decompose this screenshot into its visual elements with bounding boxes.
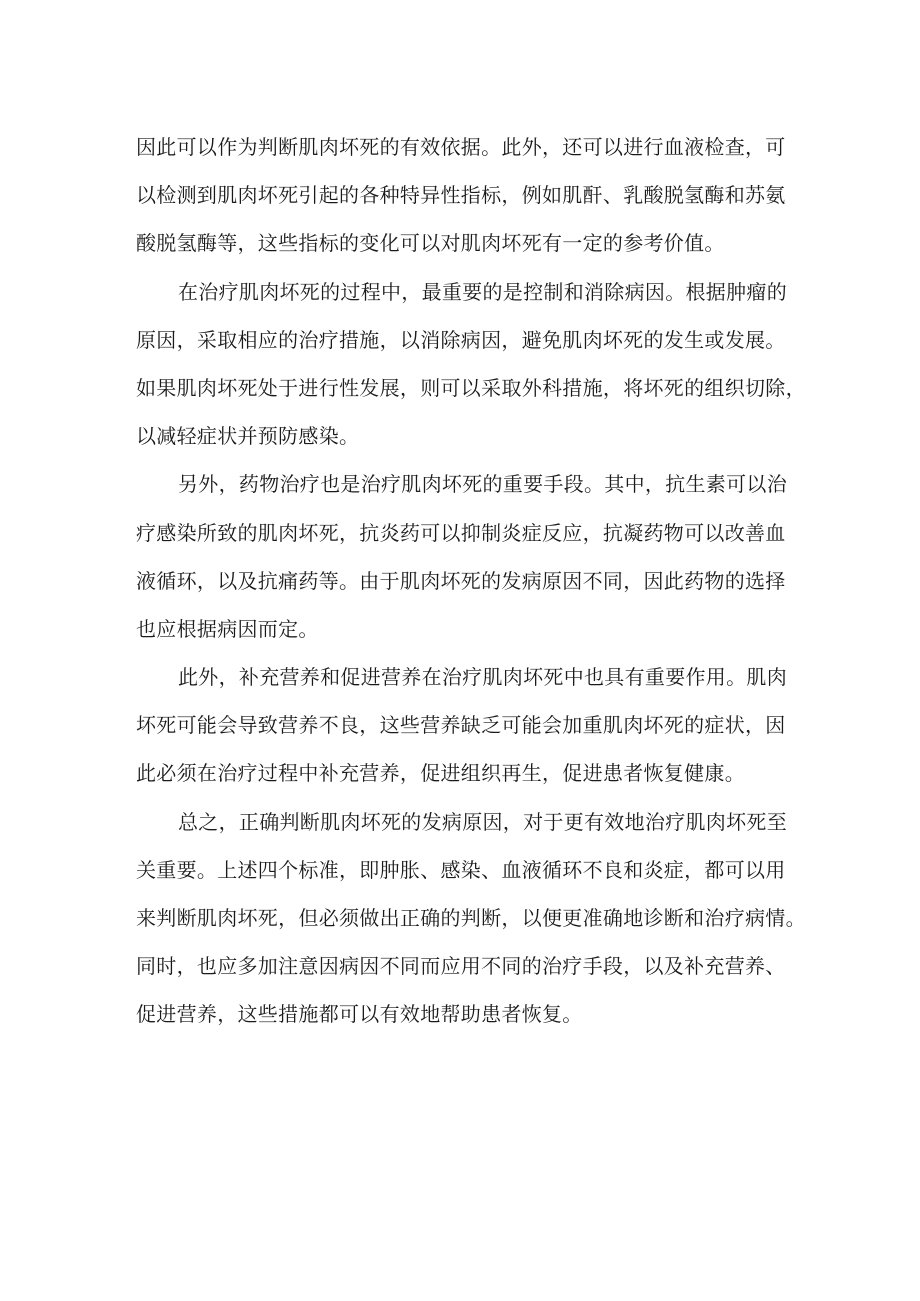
paragraph-diagnosis-continued <box>136 123 796 268</box>
text-line: 酸脱氢酶等，这些指标的变化可以对肌肉坏死有一定的参考价值。 <box>136 231 725 256</box>
document-body <box>136 123 806 1039</box>
text-line: 以减轻症状并预防感染。 <box>136 424 360 449</box>
paragraph-treatment-cause <box>136 268 806 461</box>
text-line: 关重要。上述四个标准，即肿胀、感染、血液循环不良和炎症，都可以用 <box>136 857 786 882</box>
paragraph-nutrition <box>136 653 796 798</box>
text-line: 以检测到肌肉坏死引起的各种特异性指标，例如肌酐、乳酸脱氢酶和苏氨 <box>136 183 786 208</box>
text-line: 此外，补充营养和促进营养在治疗肌肉坏死中也具有重要作用。肌肉 <box>178 665 787 690</box>
text-line: 原因，采取相应的治疗措施，以消除病因，避免肌肉坏死的发生或发展。 <box>136 327 786 352</box>
text-line: 坏死可能会导致营养不良，这些营养缺乏可能会加重肌肉坏死的症状，因 <box>136 713 786 738</box>
paragraph-conclusion <box>136 798 806 1039</box>
text-line: 总之，正确判断肌肉坏死的发病原因，对于更有效地治疗肌肉坏死至 <box>178 809 787 834</box>
text-line: 疗感染所致的肌肉坏死，抗炎药可以抑制炎症反应，抗凝药物可以改善血 <box>136 520 786 545</box>
text-line: 促进营养，这些措施都可以有效地帮助患者恢复。 <box>136 1002 583 1027</box>
text-line: 同时，也应多加注意因病因不同而应用不同的治疗手段，以及补充营养、 <box>136 954 786 979</box>
text-line: 液循环，以及抗痛药等。由于肌肉坏死的发病原因不同，因此药物的选择 <box>136 568 786 593</box>
paragraph-drug-therapy <box>136 460 796 653</box>
text-line: 另外，药物治疗也是治疗肌肉坏死的重要手段。其中，抗生素可以治 <box>178 472 787 497</box>
text-line: 此必须在治疗过程中补充营养，促进组织再生，促进患者恢复健康。 <box>136 761 745 786</box>
text-line: 如果肌肉坏死处于进行性发展，则可以采取外科措施，将坏死的组织切除， <box>136 375 806 400</box>
text-line: 也应根据病因而定。 <box>136 616 319 641</box>
text-line: 来判断肌肉坏死，但必须做出正确的判断，以便更准确地诊断和治疗病情。 <box>136 906 806 930</box>
text-line: 因此可以作为判断肌肉坏死的有效依据。此外，还可以进行血液检查，可 <box>136 135 786 159</box>
text-line: 在治疗肌肉坏死的过程中，最重要的是控制和消除病因。根据肿瘤的 <box>178 279 787 304</box>
